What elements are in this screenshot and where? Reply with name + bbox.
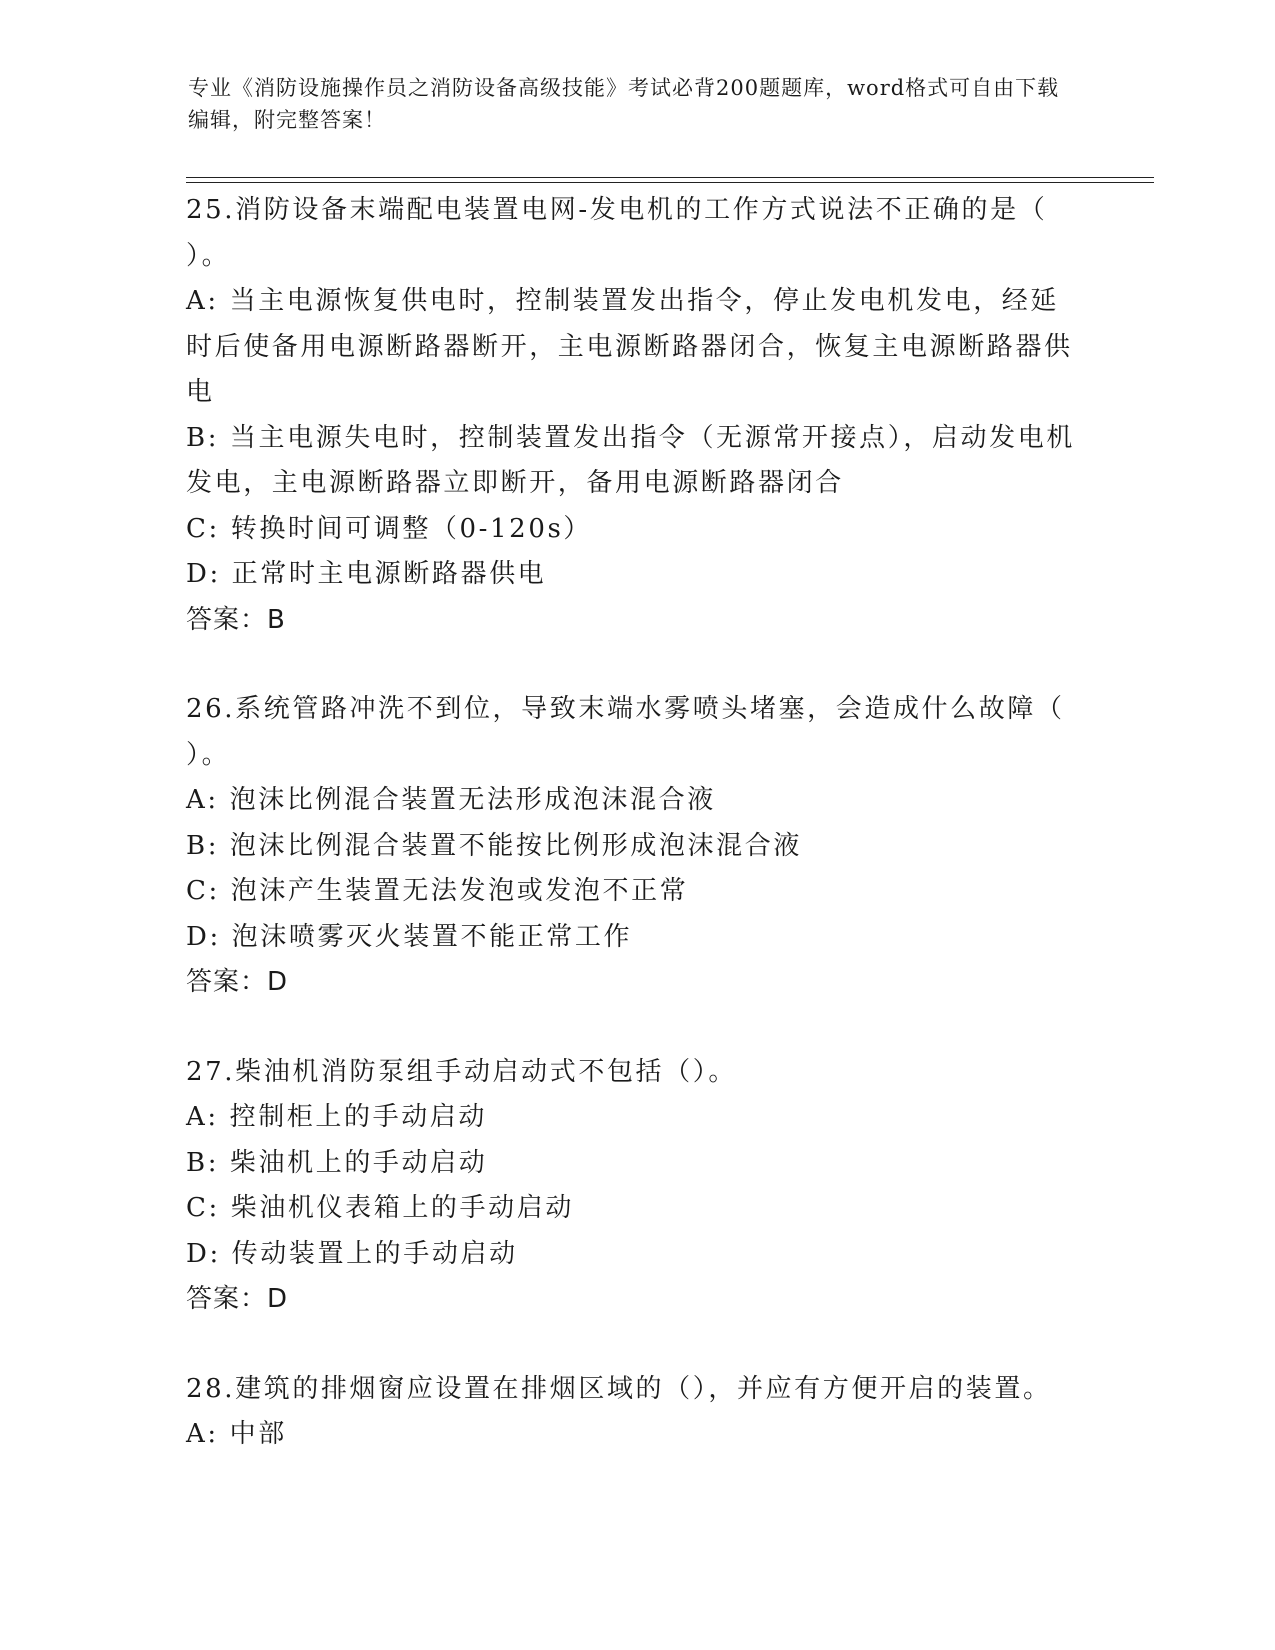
option-d: D: 泡沫喷雾灭火装置不能正常工作 xyxy=(186,921,633,952)
answer-line: 答案：D xyxy=(186,1284,289,1314)
question-stem: 27.柴油机消防泵组手动启动式不包括（）。 xyxy=(186,1056,737,1087)
question-27 xyxy=(186,1050,1086,1323)
option-c: C: 转换时间可调整（0-120s） xyxy=(186,513,593,544)
question-26 xyxy=(186,687,1086,1006)
question-28 xyxy=(186,1367,1086,1458)
header-divider-top xyxy=(186,177,1154,178)
option-a: A: 泡沫比例混合装置无法形成泡沫混合液 xyxy=(186,785,716,815)
option-a: A: 当主电源恢复供电时，控制装置发出指令，停止发电机发电，经延时后使备用电源断路器断开，主电源断路器闭合，恢复主电源断路器供电 xyxy=(186,286,1073,407)
option-a: A: 中部 xyxy=(186,1419,287,1449)
option-a: A: 控制柜上的手动启动 xyxy=(186,1102,488,1132)
option-d: D: 传动装置上的手动启动 xyxy=(186,1238,518,1269)
question-25 xyxy=(186,188,1086,643)
question-stem: 26.系统管路冲洗不到位，导致末端水雾喷头堵塞，会造成什么故障（ ）。 xyxy=(186,694,1065,770)
option-b: B: 当主电源失电时，控制装置发出指令（无源常开接点），启动发电机发电，主电源断路器立即断开，备用电源断路器闭合 xyxy=(186,422,1075,498)
option-c: C: 泡沫产生装置无法发泡或发泡不正常 xyxy=(186,876,689,906)
option-c: C: 柴油机仪表箱上的手动启动 xyxy=(186,1193,574,1223)
answer-line: 答案：D xyxy=(186,967,289,997)
question-stem: 28.建筑的排烟窗应设置在排烟区域的（），并应有方便开启的装置。 xyxy=(186,1373,1052,1404)
header-divider-bottom xyxy=(186,182,1154,183)
option-b: B: 泡沫比例混合装置不能按比例形成泡沫混合液 xyxy=(186,830,802,861)
question-stem: 25.消防设备末端配电装置电网-发电机的工作方式说法不正确的是（ ）。 xyxy=(186,195,1048,271)
document-intro: 专业《消防设施操作员之消防设备高级技能》考试必背200题题库，word格式可自由下载编辑，附完整答案！ xyxy=(188,76,1060,132)
answer-line: 答案：B xyxy=(186,604,286,635)
option-d: D: 正常时主电源断路器供电 xyxy=(186,559,547,589)
question-list xyxy=(186,188,1086,1458)
option-b: B: 柴油机上的手动启动 xyxy=(186,1147,488,1178)
